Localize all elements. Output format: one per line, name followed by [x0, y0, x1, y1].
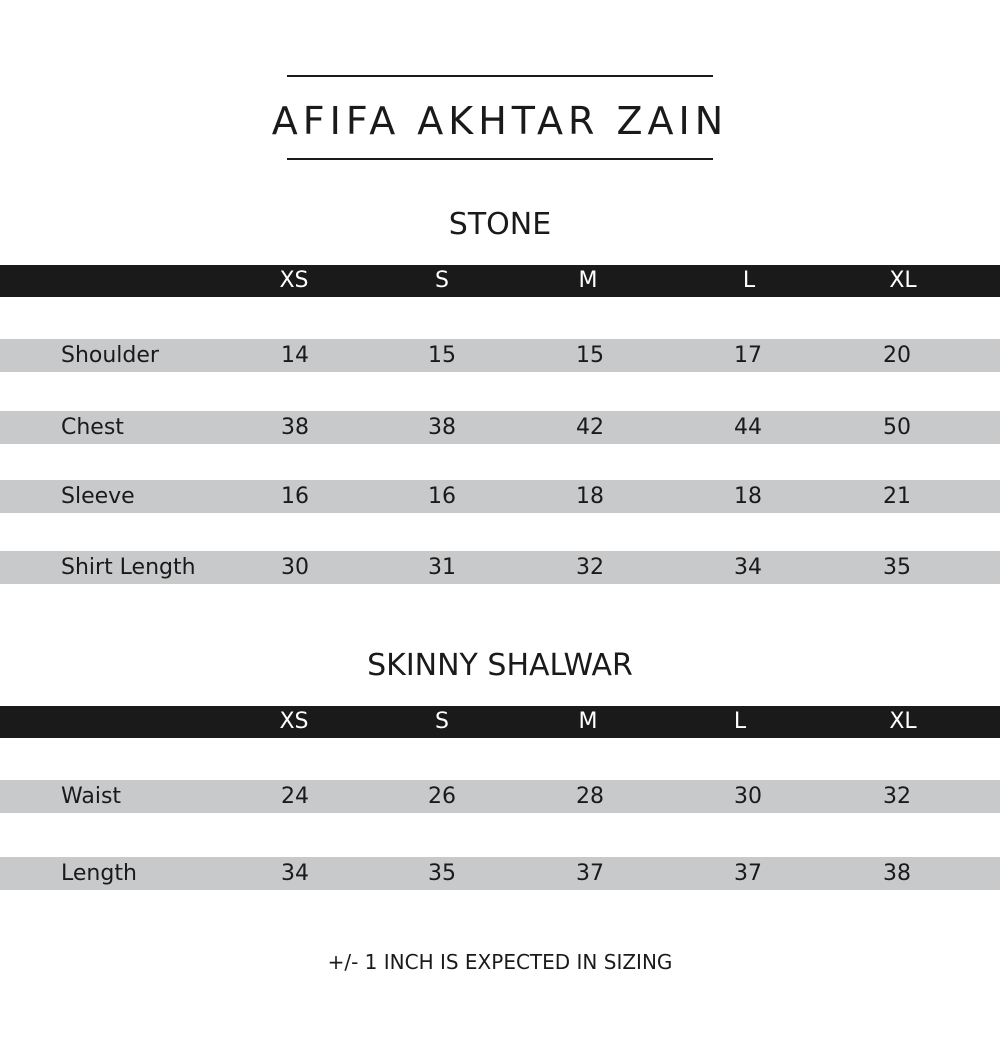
row-label: Length [61, 861, 137, 886]
cell-value: 34 [734, 555, 762, 580]
row-label: Shoulder [61, 343, 159, 368]
cell-value: 42 [576, 415, 604, 440]
cell-value: 24 [281, 784, 309, 809]
brand-bottom-rule [287, 158, 713, 160]
cell-value: 28 [576, 784, 604, 809]
cell-value: 14 [281, 343, 309, 368]
cell-value: 35 [883, 555, 911, 580]
size-header-cell: S [435, 709, 449, 734]
cell-value: 21 [883, 484, 911, 509]
cell-value: 18 [734, 484, 762, 509]
cell-value: 32 [576, 555, 604, 580]
table-row [0, 411, 1000, 444]
size-header-cell: L [742, 268, 756, 293]
size-header-cell: XS [279, 268, 309, 293]
table-row [0, 339, 1000, 372]
sizing-footnote: +/- 1 INCH IS EXPECTED IN SIZING [327, 950, 673, 974]
cell-value: 31 [428, 555, 456, 580]
row-label: Waist [61, 784, 122, 809]
cell-value: 17 [734, 343, 762, 368]
cell-value: 32 [883, 784, 911, 809]
size-header-cell: L [733, 709, 747, 734]
table-title: SKINNY SHALWAR [367, 648, 633, 683]
cell-value: 44 [734, 415, 762, 440]
cell-value: 35 [428, 861, 456, 886]
cell-value: 37 [734, 861, 762, 886]
size-header-cell: XS [279, 709, 309, 734]
cell-value: 16 [428, 484, 456, 509]
row-label: Chest [61, 415, 124, 440]
cell-value: 34 [281, 861, 309, 886]
size-header-cell: M [578, 268, 598, 293]
table-row [0, 857, 1000, 890]
cell-value: 37 [576, 861, 604, 886]
cell-value: 38 [883, 861, 911, 886]
size-header-cell: XL [889, 268, 917, 293]
cell-value: 18 [576, 484, 604, 509]
cell-value: 50 [883, 415, 911, 440]
cell-value: 30 [734, 784, 762, 809]
cell-value: 20 [883, 343, 911, 368]
size-header-cell: M [578, 709, 598, 734]
row-label: Sleeve [61, 484, 135, 509]
cell-value: 15 [428, 343, 456, 368]
size-header-cell: XL [889, 709, 917, 734]
row-label: Shirt Length [61, 555, 196, 580]
table-row [0, 551, 1000, 584]
cell-value: 30 [281, 555, 309, 580]
cell-value: 26 [428, 784, 456, 809]
size-header-row [0, 706, 1000, 738]
brand-top-rule [287, 75, 713, 77]
table-title: STONE [448, 207, 552, 242]
cell-value: 15 [576, 343, 604, 368]
table-row [0, 780, 1000, 813]
size-header-row [0, 265, 1000, 297]
cell-value: 16 [281, 484, 309, 509]
cell-value: 38 [428, 415, 456, 440]
table-row [0, 480, 1000, 513]
size-header-cell: S [435, 268, 449, 293]
brand-name: AFIFA AKHTAR ZAIN [271, 99, 729, 143]
cell-value: 38 [281, 415, 309, 440]
